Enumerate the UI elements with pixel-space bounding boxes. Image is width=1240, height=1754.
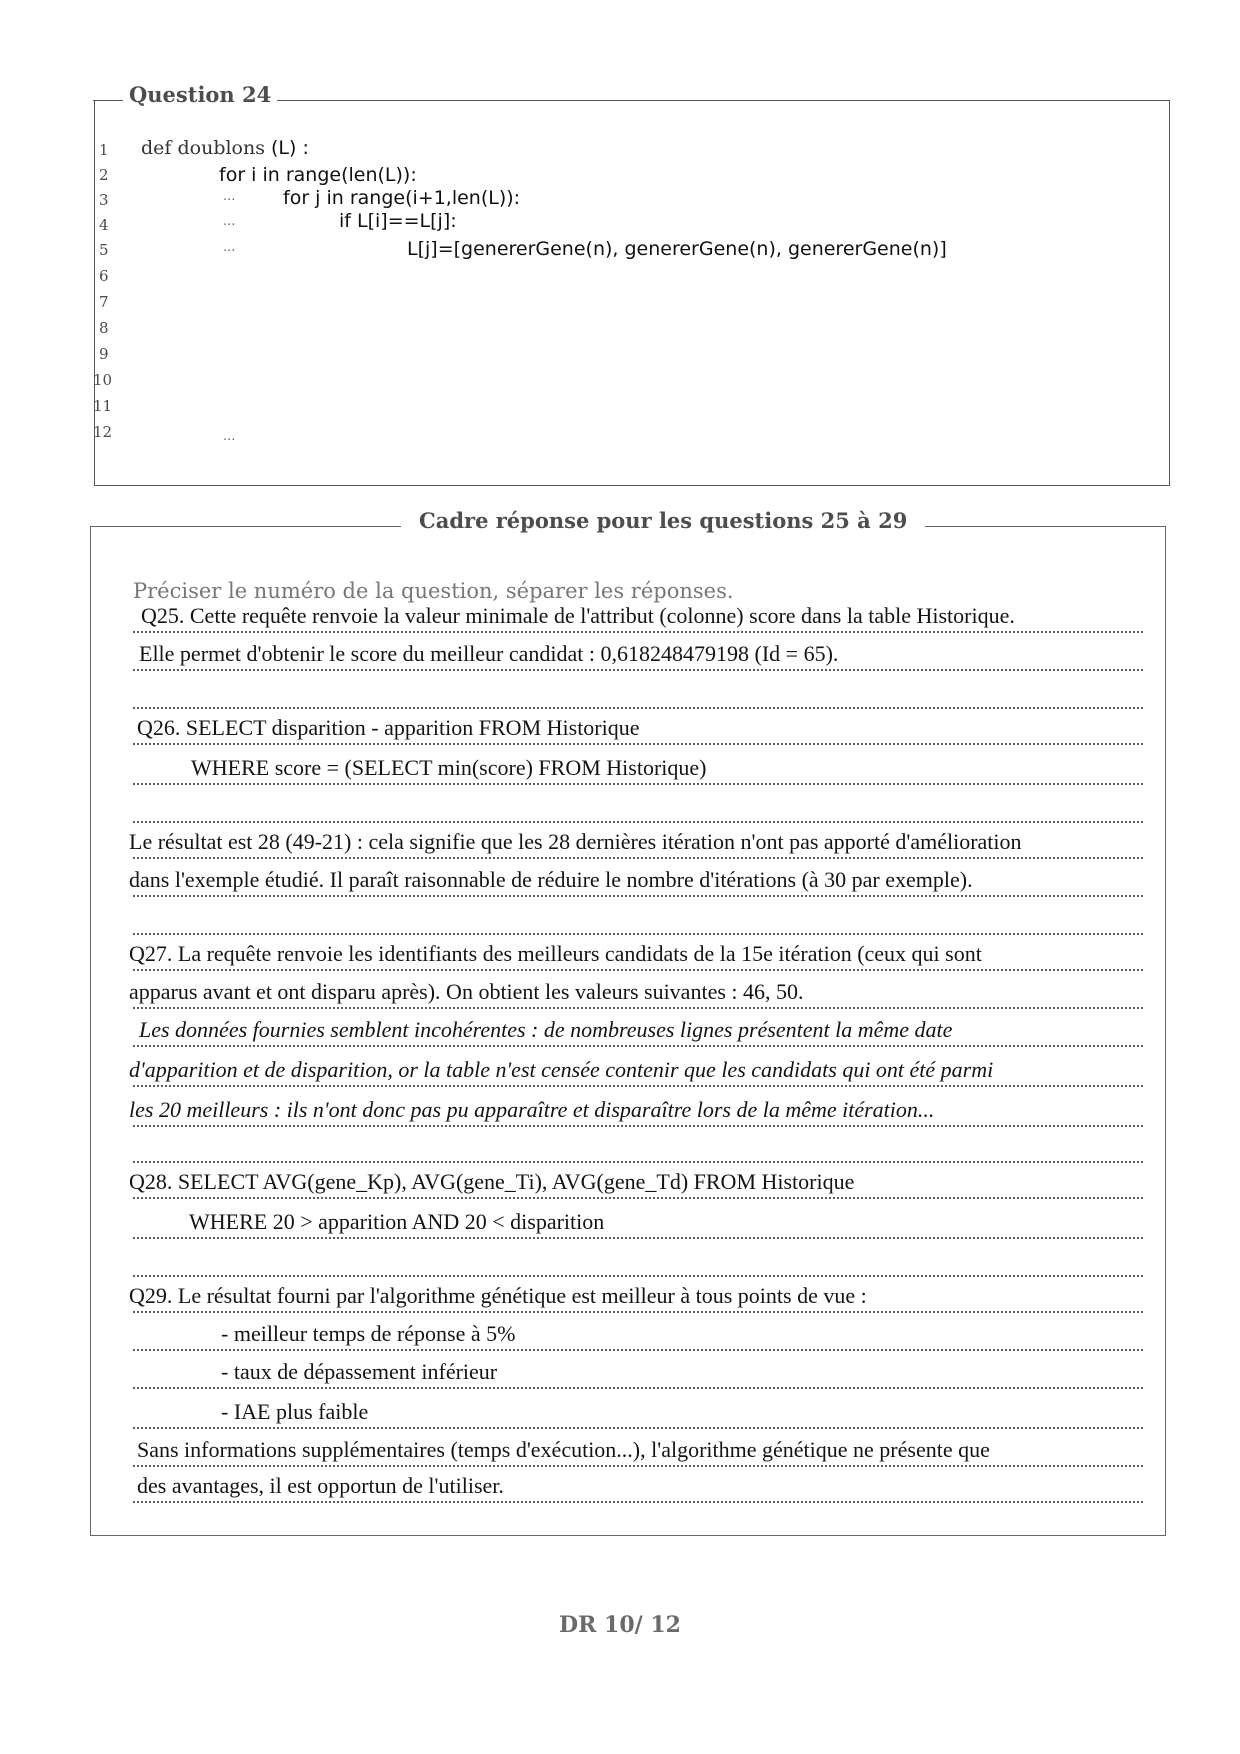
answer-text: Q25. Cette requête renvoie la valeur minimale de l'attribut (colonne) score dans la table Historique. bbox=[141, 603, 1015, 628]
ellipsis: ... bbox=[223, 214, 236, 229]
answer-line bbox=[133, 1473, 1143, 1503]
line-number: 10 bbox=[93, 371, 113, 389]
answer-text: apparus avant et ont disparu après). On obtient les valeurs suivantes : 46, 50. bbox=[129, 979, 804, 1004]
answer-text: les 20 meilleurs : ils n'ont donc pas pu apparaître et disparaître lors de la même itération... bbox=[129, 1097, 935, 1122]
answer-line bbox=[129, 867, 1143, 897]
answer-text: Q27. La requête renvoie les identifiants des meilleurs candidats de la 15e itération (ceux qui sont bbox=[129, 941, 982, 966]
answer-line bbox=[133, 683, 1143, 709]
answer-line bbox=[133, 1209, 1143, 1239]
ellipsis: ... bbox=[223, 189, 236, 204]
answer-text: Les données fournies semblent incohérentes : de nombreuses lignes présentent la même date bbox=[139, 1017, 953, 1042]
line-number: 7 bbox=[99, 293, 109, 311]
answer-line bbox=[133, 1399, 1143, 1429]
line-number: 5 bbox=[99, 241, 109, 259]
code-line-5: L[j]=[genererGene(n), genererGene(n), genererGene(n)] bbox=[407, 238, 947, 260]
answer-text: Elle permet d'obtenir le score du meilleur candidat : 0,618248479198 (Id = 65). bbox=[139, 641, 839, 666]
line-number: 11 bbox=[93, 397, 113, 415]
answer-line bbox=[129, 1169, 1143, 1199]
ellipsis: ... bbox=[223, 240, 236, 255]
answer-line bbox=[133, 1251, 1143, 1277]
answer-line bbox=[129, 829, 1143, 859]
answer-line bbox=[129, 941, 1143, 971]
answer-line bbox=[129, 1057, 1143, 1087]
answer-line bbox=[133, 641, 1143, 671]
answer-line bbox=[129, 1283, 1143, 1313]
answer-line bbox=[133, 797, 1143, 823]
answer-line bbox=[133, 1359, 1143, 1389]
answer-text: - meilleur temps de réponse à 5% bbox=[221, 1321, 516, 1346]
question-24-title: Question 24 bbox=[123, 82, 277, 107]
answer-line bbox=[133, 1321, 1143, 1351]
line-number: 4 bbox=[99, 216, 109, 234]
code-def-args: (L) : bbox=[264, 137, 309, 159]
answer-text: Q28. SELECT AVG(gene_Kp), AVG(gene_Ti), AVG(gene_Td) FROM Historique bbox=[129, 1169, 855, 1194]
code-def-keyword: def doublons bbox=[141, 137, 265, 159]
line-number: 8 bbox=[99, 319, 109, 337]
line-number: 12 bbox=[93, 423, 113, 441]
page-footer: DR 10/ 12 bbox=[559, 1612, 681, 1638]
line-number: 3 bbox=[99, 191, 109, 209]
answer-text: WHERE 20 > apparition AND 20 < disparition bbox=[189, 1209, 605, 1234]
answer-line bbox=[133, 1137, 1143, 1163]
line-number: 9 bbox=[99, 345, 109, 363]
answer-text: Le résultat est 28 (49-21) : cela signifie que les 28 dernières itération n'ont pas apporté d'amélioration bbox=[129, 829, 1022, 854]
answer-line bbox=[129, 1097, 1143, 1127]
question-24-frame bbox=[93, 82, 1170, 486]
answer-line bbox=[133, 1437, 1143, 1467]
answer-text: Q26. SELECT disparition - apparition FROM Historique bbox=[137, 715, 640, 740]
line-number: 2 bbox=[99, 166, 109, 184]
answer-text: WHERE score = (SELECT min(score) FROM Historique) bbox=[191, 755, 707, 780]
answer-line bbox=[133, 603, 1143, 633]
code-line-3: for j in range(i+1,len(L)): bbox=[283, 187, 521, 209]
code-line-2: for i in range(len(L)): bbox=[219, 164, 417, 186]
code-line-1 bbox=[141, 137, 309, 159]
answer-text: dans l'exemple étudié. Il paraît raisonnable de réduire le nombre d'itérations (à 30 par exemple). bbox=[129, 867, 973, 892]
ellipsis: ... bbox=[223, 429, 236, 444]
answer-line bbox=[133, 909, 1143, 935]
instructions: Préciser le numéro de la question, séparer les réponses. bbox=[133, 579, 734, 603]
line-number: 1 bbox=[99, 141, 109, 159]
answer-text: Sans informations supplémentaires (temps d'exécution...), l'algorithme génétique ne présente que bbox=[137, 1437, 990, 1462]
line-number: 6 bbox=[99, 267, 109, 285]
answer-frame-title: Cadre réponse pour les questions 25 à 29 bbox=[401, 508, 925, 533]
answer-text: Q29. Le résultat fourni par l'algorithme génétique est meilleur à tous points de vue : bbox=[129, 1283, 867, 1308]
answer-line bbox=[129, 979, 1143, 1009]
answer-line bbox=[133, 715, 1143, 745]
answer-line bbox=[133, 755, 1143, 785]
answer-frame-q25-29 bbox=[90, 508, 1166, 1536]
answer-text: - IAE plus faible bbox=[221, 1399, 369, 1424]
frame-corner bbox=[93, 100, 101, 101]
code-line-4: if L[i]==L[j]: bbox=[339, 210, 457, 232]
answer-line bbox=[133, 1017, 1143, 1047]
answer-text: - taux de dépassement inférieur bbox=[221, 1359, 498, 1384]
answer-text: des avantages, il est opportun de l'utiliser. bbox=[137, 1473, 504, 1498]
answer-text: d'apparition et de disparition, or la table n'est censée contenir que les candidats qui ont été parmi bbox=[129, 1057, 994, 1082]
